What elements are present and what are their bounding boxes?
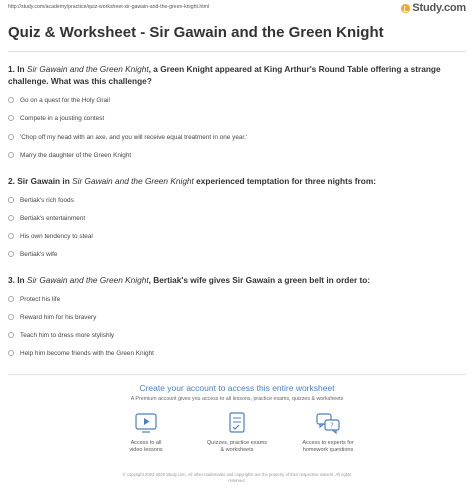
feature-quizzes: Quizzes, practice exams & worksheets <box>192 410 282 454</box>
cta-divider <box>8 374 466 375</box>
radio-button[interactable] <box>8 115 14 121</box>
question-3-option-1[interactable]: Protect his life <box>8 294 60 304</box>
radio-button[interactable] <box>8 251 14 257</box>
question-2-option-2[interactable]: Bertiak's entertainment <box>8 213 85 223</box>
question-1-option-4[interactable]: Marry the daughter of the Green Knight <box>8 150 131 160</box>
expert-chat-icon <box>315 410 341 436</box>
radio-button[interactable] <box>8 134 14 140</box>
question-1-option-2[interactable]: Compete in a jousting contest <box>8 113 104 123</box>
question-3-option-3[interactable]: Teach him to dress more stylishly <box>8 330 114 340</box>
question-2-option-4[interactable]: Bertiak's wife <box>8 249 57 259</box>
video-play-icon <box>133 410 159 436</box>
radio-button[interactable] <box>8 215 14 221</box>
study-logo[interactable] <box>401 2 466 14</box>
radio-button[interactable] <box>8 314 14 320</box>
feature-experts: ? Access to experts for homework questions <box>283 410 373 454</box>
radio-button[interactable] <box>8 332 14 338</box>
page-url[interactable]: http://study.com/academy/practice/quiz-worksheet-sir-gawain-and-the-green-knight.html <box>8 4 210 10</box>
logo-text: Study.com <box>412 2 466 14</box>
radio-button[interactable] <box>8 296 14 302</box>
question-2-text: 2. Sir Gawain in Sir Gawain and the Green Knight experienced temptation for three nights from: <box>8 176 376 186</box>
radio-button[interactable] <box>8 197 14 203</box>
question-3-option-4[interactable]: Help him become friends with the Green Knight <box>8 348 154 358</box>
question-2-option-3[interactable]: His own tendency to steal <box>8 231 93 241</box>
title-divider <box>8 51 466 52</box>
radio-button[interactable] <box>8 97 14 103</box>
radio-button[interactable] <box>8 152 14 158</box>
radio-button[interactable] <box>8 233 14 239</box>
page-title: Quiz & Worksheet - Sir Gawain and the Green Knight <box>8 24 384 41</box>
copyright-footer: © copyright 2003-2020 Study.com. All other trademarks and copyrights are the property of their respective owners. All rights reserved. <box>122 472 352 483</box>
question-3-option-2[interactable]: Reward him for his bravery <box>8 312 96 322</box>
svg-text:?: ? <box>330 421 334 430</box>
question-1-option-1[interactable]: Go on a quest for the Holy Grail <box>8 95 110 105</box>
feature-video-lessons: Access to all video lessons <box>101 410 191 454</box>
question-1-option-3[interactable]: 'Chop off my head with an axe, and you will receive equal treatment in one year.' <box>8 132 247 142</box>
create-account-link[interactable]: Create your account to access this entire worksheet <box>139 383 335 393</box>
question-3-text: 3. In Sir Gawain and the Green Knight, Bertiak's wife gives Sir Gawain a green belt in order to: <box>8 275 371 285</box>
radio-button[interactable] <box>8 350 14 356</box>
question-1-text: 1. In Sir Gawain and the Green Knight, a Green Knight appeared at King Arthur's Round Table offering a strange challenge. What was this challenge? <box>8 64 441 86</box>
checkmark-logo-icon <box>401 4 410 13</box>
top-bar <box>8 2 466 14</box>
question-2-option-1[interactable]: Bertiak's rich foods <box>8 195 74 205</box>
quiz-document-icon <box>224 410 250 436</box>
premium-description: A Premium account gives you access to all lessons, practice exams, quizzes & worksheets <box>130 396 344 402</box>
